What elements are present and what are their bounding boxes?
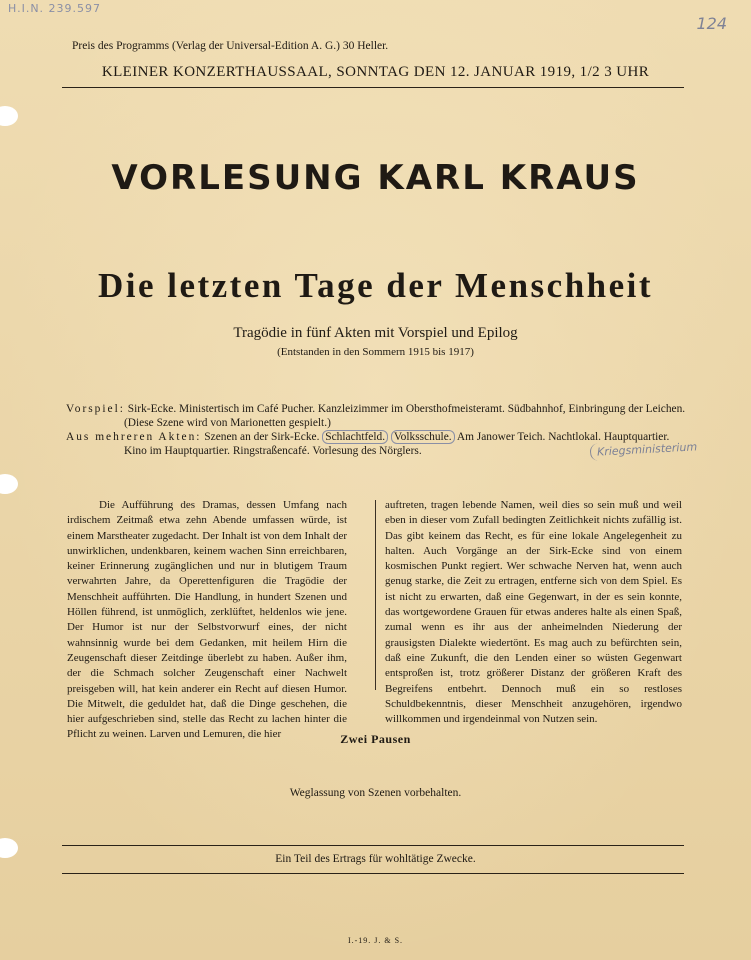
work-origin: (Entstanden in den Sommern 1915 bis 1917) (277, 346, 474, 358)
omission-note: Weglassung von Szenen vorbehalten. (289, 787, 462, 799)
prelude-label: Vorspiel: (66, 403, 125, 415)
printer-imprint: I.-19. J. & S. (347, 936, 404, 945)
punch-hole-middle (0, 474, 18, 494)
price-line: Preis des Programms (Verlag der Universal-Edition A. G.) 30 Heller. (72, 40, 389, 52)
preface-right-column (385, 498, 682, 727)
work-subtitle: Tragödie in fünf Akten mit Vorspiel und Epilog (233, 325, 518, 341)
preface-left-column (67, 498, 347, 743)
prelude-line (66, 402, 706, 416)
header-divider (62, 87, 684, 88)
venue-line: KLEINER KONZERTHAUSSAAL, SONNTAG DEN 12. JANUAR 1919, 1/2 3 UHR (101, 64, 650, 80)
handwritten-note: Kriegsministerium (590, 438, 704, 461)
work-title: Die letzten Tage der Menschheit (97, 266, 654, 305)
page-title: VORLESUNG KARL KRAUS (111, 158, 640, 198)
column-divider (375, 500, 376, 690)
acts-text-c: Volksschule. (391, 430, 455, 444)
acts-text-b: Schlachtfeld. (322, 430, 388, 444)
footer-divider-top (62, 845, 684, 846)
punch-hole-top (0, 106, 18, 126)
prelude-text: Sirk-Ecke. Ministertisch im Café Pucher. Kanzleizimmer im Obersthofmeisteramt. Südbahnhof, Einbringung der Leichen. (127, 403, 686, 415)
acts-text-e: Kino im Hauptquartier. Ringstraßencafé. Vorlesung des Nörglers. (124, 445, 422, 457)
archive-mark: H.I.N. 239.597 (8, 2, 102, 15)
preface-left-text: Die Aufführung des Dramas, dessen Umfang nach irdischem Zeitmaß etwa zehn Abende umfassen würde, ist einem Marstheater zugedacht. Der Inhalt ist von dem Inhalt der unwirklichen, undenkbaren, keinem wachen Sinn erreichbaren, keiner Erinnerung zugänglichen und nur in blutigem Traum verwahrten Jahre, da Operettenfiguren die Tragödie der Menschheit aufführten. Die Handlung, in hundert Szenen und Höllen führend, ist unmöglich, zerklüftet, heldenlos wie jene. Der Humor ist nur der Selbstvorwurf eines, der nicht wahnsinnig wurde bei dem Gedanken, mit heilem Hirn die Zeugenschaft dieser Zeitdinge überlebt zu haben. Außer ihm, der die Schmach solcher Zeugenschaft einer Nachwelt preisgeben will, hat kein anderer ein Recht auf diesen Humor. Die Mitwelt, die geduldet hat, daß die Dinge geschehen, die hier aufgeschrieben sind, stelle das Recht zu lachen hinter die Pflicht zu weinen. Larven und Lemuren, die hier (67, 499, 347, 741)
preface-right-text: auftreten, tragen lebende Namen, weil dies so sein muß und weil eben in dieser vom Zufall bedingten Zeitlichkeit nichts zufällig ist. Das gibt keinem das Recht, es für eine lokale Angelegenheit zu halten. Auch Vorgänge an der Sirk-Ecke sind von einem kosmischen Punkt regiert. Wer schwache Nerven hat, wenn auch genug starke, die Zeit zu ertragen, entferne sich von dem Spiel. Es ist nicht zu erwarten, daß eine Gegenwart, in der es sein konnte, das wortgewordene Grauen für etwas anderes halte als einen Spaß, zumal wenn es ihr aus der anheimelnden Niederung der grausigsten Dialekte wiedertönt. Es mag auch zu befürchten sein, daß eine Zukunft, die den Lenden einer so wüsten Gegenwart entsproßen ist, trotz größerer Distanz der größeren Kraft des Begreifens entbehrt. Dennoch muß ein so restloses Schuldbekenntnis, dieser Menschheit anzugehören, irgendwo willkommen und irgendeinmal von Nutzen sein. (385, 499, 682, 726)
footer-divider-bottom (62, 873, 684, 874)
prelude-note: (Diese Szene wird von Marionetten gespielt.) (124, 417, 331, 429)
proceeds-note: Ein Teil des Ertrags für wohltätige Zwecke. (275, 853, 476, 865)
pauses-note: Zwei Pausen (340, 732, 411, 746)
acts-label: Aus mehreren Akten: (66, 431, 202, 443)
handwritten-page-number: 124 (696, 14, 727, 33)
acts-text-a: Szenen an der Sirk-Ecke. (204, 431, 320, 443)
acts-text-d: Am Janower Teich. Nachtlokal. Hauptquartier. (456, 431, 670, 443)
